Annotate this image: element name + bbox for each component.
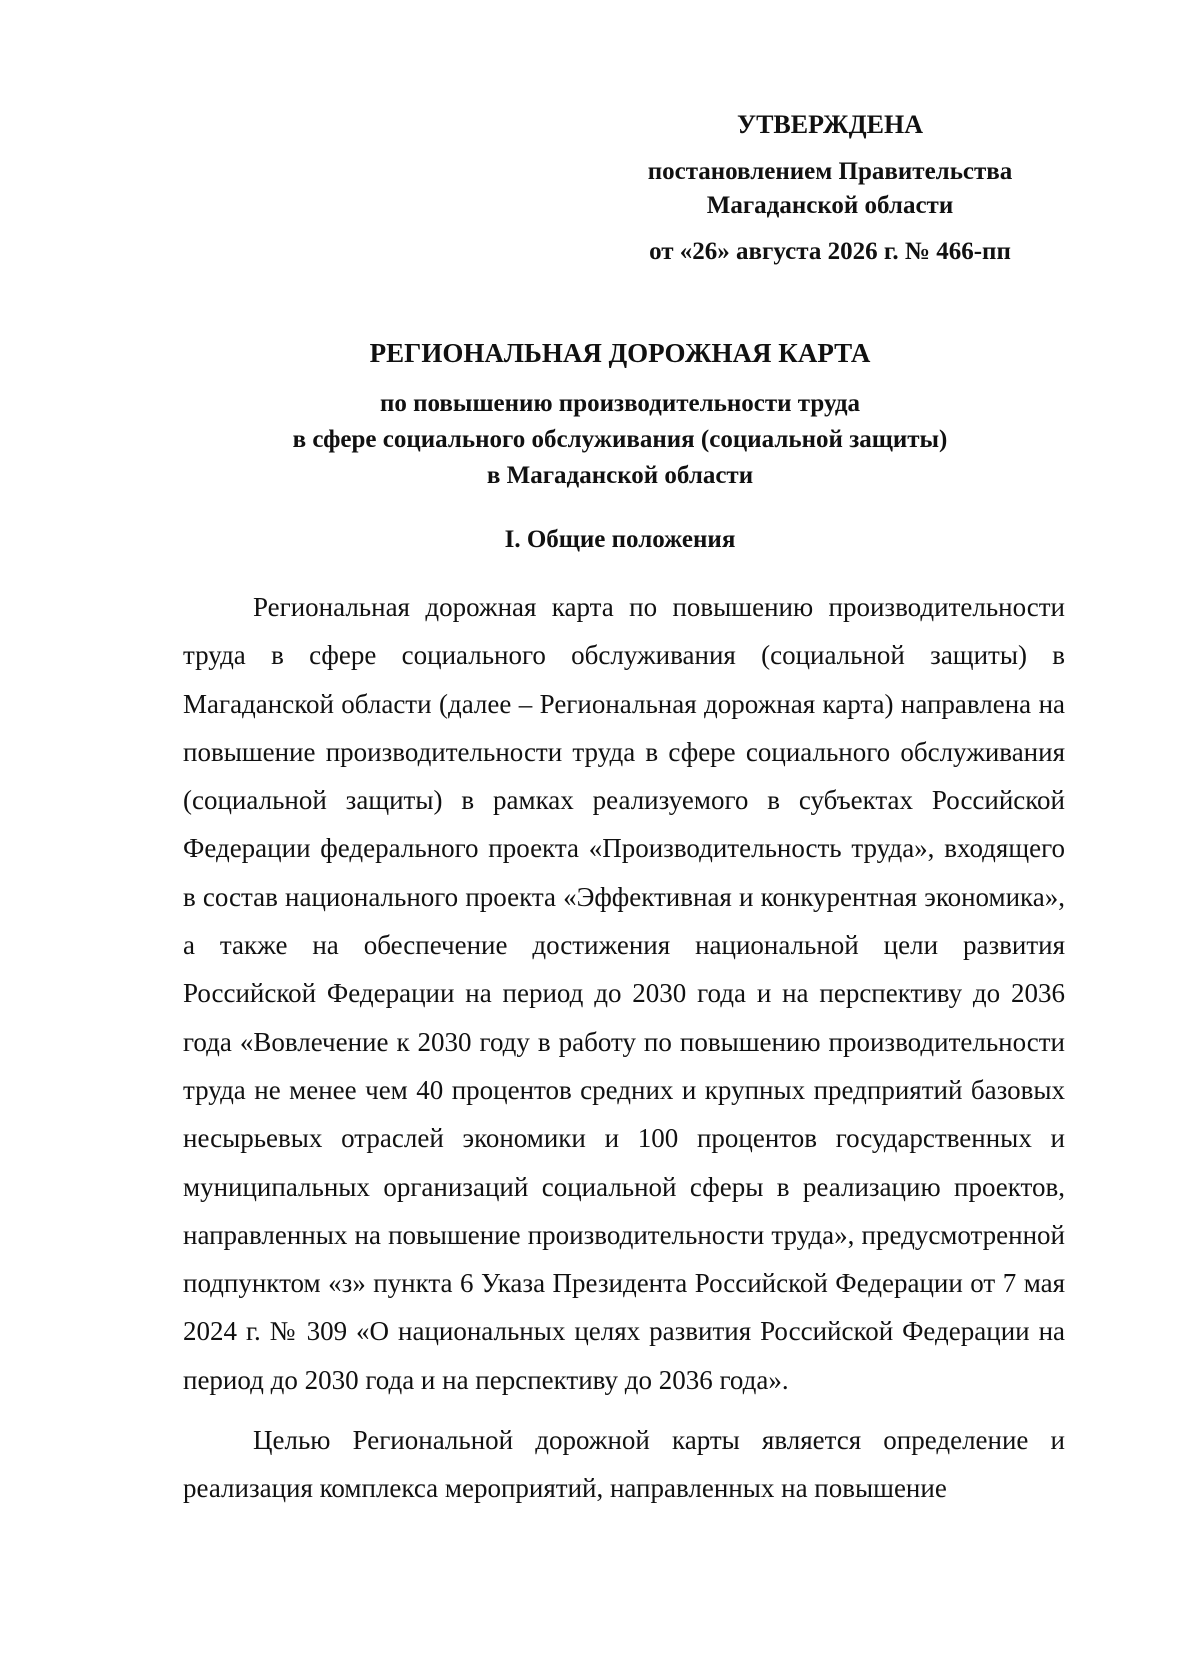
- document-title-block: [180, 336, 1060, 494]
- approval-stamp: [600, 108, 1060, 269]
- approval-line-2: Магаданской области: [706, 192, 954, 219]
- body-paragraph-1: Региональная дорожная карта по повышению производительности труда в сфере социального обслуживания (социальной защиты) в Магаданской области (далее – Региональная дорожная карта) направлена на повышение производительности труда в сфере социального обслуживания (социальной защиты) в рамках реализуемого в субъектах Российской Федерации федерального проекта «Производительность труда», входящего в состав национального проекта «Эффективная и конкурентная экономика», а также на обеспечение достижения национальной цели развития Российской Федерации на период до 2030 года и на перспективу до 2036 года «Вовлечение к 2030 году в работу по повышению производительности труда не менее чем 40 процентов средних и крупных предприятий базовых несырьевых отраслей экономики и 100 процентов государственных и муниципальных организаций социальной сферы в реализацию проектов, направленных на повышение производительности труда», предусмотренной подпунктом «з» пункта 6 Указа Президента Российской Федерации от 7 мая 2024 г. № 309 «О национальных целях развития Российской Федерации на период до 2030 года и на перспективу до 2036 года».: [183, 592, 1065, 1395]
- section-heading: I. Общие положения: [504, 526, 736, 553]
- approval-line-1: постановлением Правительства: [647, 158, 1013, 185]
- body-paragraph-2: Целью Региональной дорожной карты является определение и реализация комплекса мероприятий, направленных на повышение: [183, 1425, 1065, 1504]
- body-text: [183, 583, 1065, 1525]
- document-subtitle-line-2: в сфере социального обслуживания (социальной защиты): [292, 426, 948, 453]
- document-subtitle-line-3: в Магаданской области: [486, 462, 754, 489]
- decree-date: от «26» августа 2026 г. № 466-пп: [649, 238, 1011, 265]
- document-subtitle-line-1: по повышению производительности труда: [379, 390, 861, 417]
- document-title: РЕГИОНАЛЬНАЯ ДОРОЖНАЯ КАРТА: [369, 338, 871, 368]
- approval-title: УТВЕРЖДЕНА: [736, 110, 923, 139]
